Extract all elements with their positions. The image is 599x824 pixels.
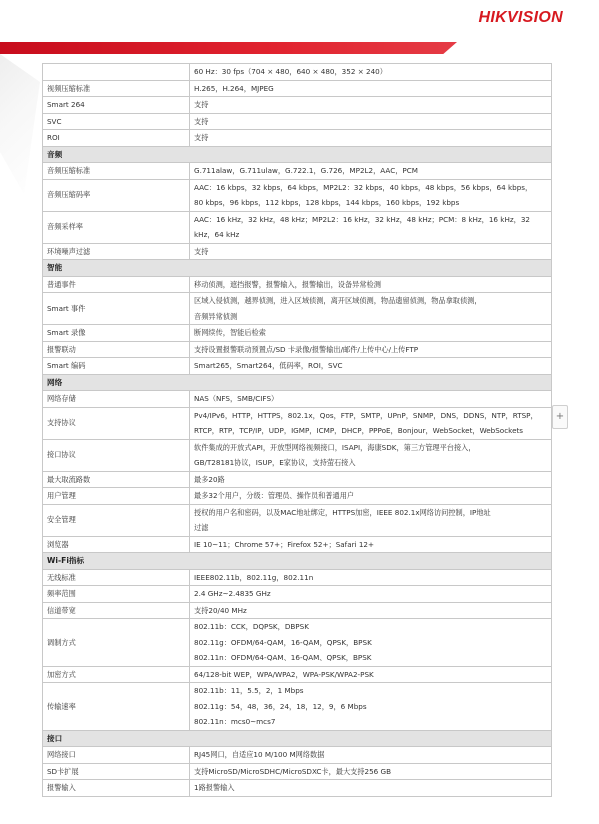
spec-value — [190, 130, 552, 147]
spec-value-line: 60 Hz：30 fps（704 × 480，640 × 480，352 × 240） — [194, 67, 387, 76]
section-title: 网络 — [43, 374, 552, 391]
spec-key — [43, 64, 190, 81]
spec-value — [190, 211, 552, 243]
spec-value — [190, 586, 552, 603]
spec-row — [43, 439, 552, 471]
spec-value-line: 1路报警输入 — [194, 783, 235, 792]
spec-value — [190, 64, 552, 81]
hikvision-logo: HIKVISION — [478, 9, 563, 26]
spec-row — [43, 536, 552, 553]
spec-value-line: 最多32个用户，分级：管理员、操作员和普通用户 — [194, 491, 355, 500]
spec-value-line: 支持 — [194, 100, 209, 109]
spec-row — [43, 243, 552, 260]
spec-value-line: H.265，H.264，MJPEG — [194, 83, 274, 93]
spec-row — [43, 293, 552, 325]
spec-key: 用户管理 — [43, 488, 190, 505]
spec-key: 调制方式 — [43, 619, 190, 667]
spec-value-line: 64/128-bit WEP，WPA/WPA2，WPA-PSK/WPA2-PSK — [194, 669, 374, 679]
spec-value — [190, 619, 552, 667]
spec-value-line: 802.11g：OFDM/64-QAM，16-QAM，QPSK，BPSK — [194, 637, 372, 647]
spec-value-line: 断网续传，智能后检索 — [194, 328, 266, 337]
spec-key: 音频压缩码率 — [43, 179, 190, 211]
spec-key: Smart 事件 — [43, 293, 190, 325]
spec-key: 接口协议 — [43, 439, 190, 471]
spec-value — [190, 763, 552, 780]
section-header-row — [43, 260, 552, 277]
header-red-bar — [0, 42, 457, 54]
spec-value-line: AAC：16 kbps，32 kbps，64 kbps，MP2L2：32 kbps，40 kbps，48 kbps，56 kbps，64 kbps， — [194, 182, 533, 192]
spec-value-line: IE 10~11；Chrome 57+；Firefox 52+；Safari 12+ — [194, 539, 375, 549]
spec-value — [190, 325, 552, 342]
spec-value — [190, 293, 552, 325]
section-title: Wi-Fi指标 — [43, 553, 552, 570]
spec-value-line: 移动侦测，遮挡报警，报警输入，报警输出，设备异常检测 — [194, 279, 381, 289]
spec-value-line: 支持 — [194, 133, 209, 142]
spec-row — [43, 64, 552, 81]
spec-row — [43, 179, 552, 211]
spec-value — [190, 471, 552, 488]
section-title: 音频 — [43, 146, 552, 163]
spec-key: 网络存储 — [43, 391, 190, 408]
section-header-row — [43, 553, 552, 570]
spec-value-line: kHz，64 kHz — [194, 230, 240, 239]
spec-key: 视频压缩标准 — [43, 80, 190, 97]
spec-key: SD卡扩展 — [43, 763, 190, 780]
spec-value-line: AAC：16 kHz，32 kHz，48 kHz；MP2L2：16 kHz，32 kHz，48 kHz；PCM：8 kHz，16 kHz，32 — [194, 214, 530, 224]
spec-row — [43, 586, 552, 603]
spec-key: 报警输入 — [43, 780, 190, 797]
spec-key: 环境噪声过滤 — [43, 243, 190, 260]
spec-value — [190, 179, 552, 211]
spec-value — [190, 683, 552, 731]
spec-key: 无线标准 — [43, 569, 190, 586]
spec-row — [43, 569, 552, 586]
spec-value-line: 音频异常侦测 — [194, 311, 238, 321]
spec-key: Smart 264 — [43, 97, 190, 114]
spec-value-line: G.711alaw，G.711ulaw，G.722.1，G.726，MP2L2，AAC，PCM — [194, 166, 418, 175]
spec-value-line: 802.11n：mcs0~mcs7 — [194, 717, 276, 726]
spec-value — [190, 488, 552, 505]
spec-value — [190, 276, 552, 293]
spec-value-line: 支持20/40 MHz — [194, 605, 247, 615]
spec-value — [190, 780, 552, 797]
spec-value-line: RTCP，RTP，TCP/IP，UDP，IGMP，ICMP，DHCP，PPPoE，Bonjour，WebSocket，WebSockets — [194, 426, 524, 435]
spec-key: 网络接口 — [43, 747, 190, 764]
spec-row — [43, 602, 552, 619]
spec-row — [43, 666, 552, 683]
spec-table — [42, 63, 552, 797]
spec-key: 浏览器 — [43, 536, 190, 553]
spec-value — [190, 407, 552, 439]
spec-value-line: 授权的用户名和密码，以及MAC地址绑定，HTTPS加密，IEEE 802.1x网络访问控制，IP地址 — [194, 507, 491, 517]
spec-value — [190, 341, 552, 358]
spec-row — [43, 504, 552, 536]
spec-value-line: RJ45网口，自适应10 M/100 M网络数据 — [194, 750, 325, 759]
spec-key: 传输速率 — [43, 683, 190, 731]
spec-row — [43, 325, 552, 342]
spec-row — [43, 97, 552, 114]
section-header-row — [43, 730, 552, 747]
spec-value — [190, 536, 552, 553]
spec-key: 最大取流路数 — [43, 471, 190, 488]
spec-key: 音频采样率 — [43, 211, 190, 243]
spec-value-line: 802.11b：11，5.5，2，1 Mbps — [194, 686, 304, 695]
spec-value-line: 最多20路 — [194, 474, 225, 484]
spec-key: 安全管理 — [43, 504, 190, 536]
expand-button[interactable]: + — [552, 405, 568, 429]
spec-value-line: 支持 — [194, 246, 209, 256]
spec-row — [43, 619, 552, 667]
spec-key: 支持协议 — [43, 407, 190, 439]
spec-row — [43, 488, 552, 505]
spec-row — [43, 407, 552, 439]
spec-value — [190, 97, 552, 114]
spec-value-line: IEEE802.11b，802.11g，802.11n — [194, 572, 314, 582]
spec-value — [190, 80, 552, 97]
spec-key: 信道带宽 — [43, 602, 190, 619]
spec-row — [43, 747, 552, 764]
spec-value-line: 80 kbps，96 kbps，112 kbps，128 kbps，144 kbps，160 kbps，192 kbps — [194, 198, 460, 207]
section-header-row — [43, 146, 552, 163]
spec-value-line: 支持 — [194, 116, 209, 126]
spec-key: Smart 录像 — [43, 325, 190, 342]
background-decoration — [0, 54, 40, 194]
spec-value-line: Pv4/IPv6，HTTP，HTTPS，802.1x，Qos，FTP，SMTP，UPnP，SNMP，DNS，DDNS，NTP，RTSP， — [194, 410, 538, 420]
spec-key: 频率范围 — [43, 586, 190, 603]
spec-key: 音频压缩标准 — [43, 163, 190, 180]
spec-value-line: 支持MicroSD/MicroSDHC/MicroSDXC卡，最大支持256 GB — [194, 766, 392, 776]
section-header-row — [43, 374, 552, 391]
spec-value-line: 软件集成的开放式API，开放型网络视频接口，ISAPI，海康SDK，第三方管理平台接入， — [194, 442, 476, 452]
spec-value-line: 区域入侵侦测，越界侦测，进入区域侦测，离开区域侦测，物品遗留侦测，物品拿取侦测， — [194, 296, 482, 305]
spec-value-line: NAS（NFS，SMB/CIFS） — [194, 394, 279, 403]
section-title: 接口 — [43, 730, 552, 747]
spec-row — [43, 471, 552, 488]
spec-value-line: 802.11g：54，48，36，24，18，12，9，6 Mbps — [194, 701, 367, 711]
spec-value-line: GB/T28181协议，ISUP，E家协议，支持萤石接入 — [194, 458, 356, 467]
spec-key: 加密方式 — [43, 666, 190, 683]
spec-value — [190, 391, 552, 408]
spec-value — [190, 439, 552, 471]
spec-value-line: 2.4 GHz~2.4835 GHz — [194, 589, 271, 598]
spec-key: ROI — [43, 130, 190, 147]
spec-key: 报警联动 — [43, 341, 190, 358]
spec-row — [43, 763, 552, 780]
spec-value — [190, 504, 552, 536]
spec-value — [190, 243, 552, 260]
spec-row — [43, 341, 552, 358]
spec-row — [43, 211, 552, 243]
spec-value-line: 支持设置报警联动预置点/SD 卡录像/报警输出/邮件/上传中心/上传FTP — [194, 344, 419, 354]
spec-value-line: 802.11b：CCK，DQPSK，DBPSK — [194, 622, 309, 631]
spec-key: Smart 编码 — [43, 358, 190, 375]
spec-value — [190, 666, 552, 683]
spec-value — [190, 113, 552, 130]
spec-value — [190, 747, 552, 764]
spec-row — [43, 80, 552, 97]
spec-value — [190, 358, 552, 375]
spec-row — [43, 780, 552, 797]
spec-value — [190, 163, 552, 180]
spec-row — [43, 113, 552, 130]
spec-value — [190, 569, 552, 586]
spec-value — [190, 602, 552, 619]
spec-value-line: 802.11n：OFDM/64-QAM、16-QAM、QPSK，BPSK — [194, 653, 372, 662]
spec-row — [43, 276, 552, 293]
spec-row — [43, 683, 552, 731]
spec-value-line: 过滤 — [194, 523, 209, 532]
spec-row — [43, 358, 552, 375]
spec-key: 普通事件 — [43, 276, 190, 293]
spec-row — [43, 391, 552, 408]
spec-value-line: Smart265，Smart264，低码率，ROI，SVC — [194, 361, 343, 370]
section-title: 智能 — [43, 260, 552, 277]
spec-key: SVC — [43, 113, 190, 130]
spec-row — [43, 130, 552, 147]
spec-row — [43, 163, 552, 180]
